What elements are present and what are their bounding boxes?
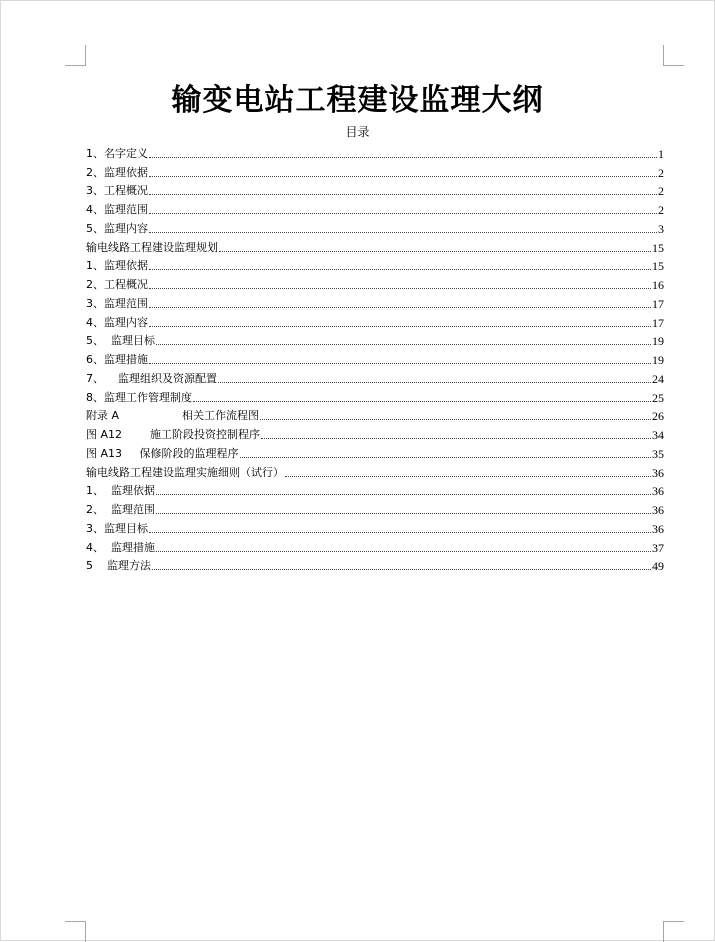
toc-entry-page-number: 34 <box>652 428 664 442</box>
toc-entry-page-number: 37 <box>652 540 664 555</box>
toc-entry-page-number: 35 <box>652 446 664 461</box>
crop-mark-bottom-left <box>65 921 86 942</box>
document-title: 输变电站工程建设监理大纲 <box>171 83 544 118</box>
dot-leader <box>149 157 657 158</box>
toc-entry-label: 3、工程概况 <box>86 184 148 198</box>
toc-entry[interactable] <box>86 498 664 517</box>
crop-mark-top-right <box>663 45 684 66</box>
dot-leader <box>156 344 651 345</box>
dot-leader <box>149 194 657 195</box>
toc-entry-page-number: 19 <box>652 334 664 349</box>
dot-leader <box>149 532 651 533</box>
toc-entry-label: 4、 监理措施 <box>86 540 155 554</box>
toc-entry[interactable] <box>86 367 664 386</box>
dot-leader <box>193 401 651 402</box>
toc-entry-page-number: 3 <box>658 221 664 236</box>
toc-entry-label: 3、监理目标 <box>86 521 148 535</box>
crop-mark-top-left <box>65 45 86 66</box>
toc-entry[interactable] <box>86 480 664 499</box>
dot-leader <box>261 438 651 439</box>
toc-entry-label: 输电线路工程建设监理规划 <box>86 240 218 254</box>
toc-entry-label: 5、监理内容 <box>86 221 148 235</box>
toc-entry-label: 3、监理范围 <box>86 296 148 310</box>
toc-entry-page-number: 36 <box>652 503 664 517</box>
dot-leader <box>149 307 651 308</box>
toc-entry[interactable] <box>86 555 664 574</box>
toc-entry[interactable] <box>86 348 664 367</box>
toc-entry-label: 1、 监理依据 <box>86 484 155 498</box>
toc-entry-page-number: 36 <box>652 484 664 499</box>
toc-entry-page-number: 2 <box>658 165 664 180</box>
toc-entry-label: 附录 A 相关工作流程图 <box>86 409 259 423</box>
toc-entry[interactable] <box>86 386 664 405</box>
dot-leader <box>219 251 651 252</box>
toc-entry-page-number: 16 <box>652 278 664 292</box>
toc-entry-label: 7、 监理组织及资源配置 <box>86 371 217 385</box>
toc-entry[interactable] <box>86 442 664 461</box>
toc-entry-page-number: 25 <box>652 390 664 405</box>
toc-entry[interactable] <box>86 461 664 480</box>
toc-entry[interactable] <box>86 517 664 536</box>
toc-entry-page-number: 15 <box>652 259 664 274</box>
table-of-contents <box>86 142 664 573</box>
toc-entry-page-number: 24 <box>652 371 664 386</box>
toc-entry-label: 2、工程概况 <box>86 278 148 291</box>
dot-leader <box>149 288 651 289</box>
toc-entry-page-number: 1 <box>658 146 664 161</box>
toc-entry-label: 5 监理方法 <box>86 559 151 573</box>
toc-entry-label: 5、 监理目标 <box>86 334 155 348</box>
toc-entry-page-number: 49 <box>652 559 664 574</box>
toc-entry-label: 2、监理依据 <box>86 165 148 179</box>
toc-entry[interactable] <box>86 330 664 349</box>
crop-mark-bottom-right <box>663 921 684 942</box>
dot-leader <box>149 232 657 233</box>
toc-entry-label: 1、监理依据 <box>86 259 148 273</box>
toc-entry-page-number: 19 <box>652 353 664 367</box>
toc-entry-label: 8、监理工作管理制度 <box>86 390 192 404</box>
toc-entry[interactable] <box>86 198 664 217</box>
toc-entry-label: 图 A13 保修阶段的监理程序 <box>86 446 239 460</box>
toc-entry[interactable] <box>86 536 664 555</box>
toc-entry[interactable] <box>86 423 664 442</box>
dot-leader <box>156 513 651 514</box>
dot-leader <box>149 176 657 177</box>
toc-entry-label: 4、监理范围 <box>86 203 148 216</box>
toc-entry-label: 1、名字定义 <box>86 146 148 160</box>
dot-leader <box>152 569 651 570</box>
dot-leader <box>240 457 651 458</box>
toc-entry-page-number: 2 <box>658 184 664 199</box>
toc-entry-page-number: 36 <box>652 465 664 480</box>
toc-entry-page-number: 17 <box>652 296 664 311</box>
dot-leader <box>149 363 651 364</box>
dot-leader <box>156 551 651 552</box>
dot-leader <box>149 269 651 270</box>
toc-entry[interactable] <box>86 236 664 255</box>
toc-entry-page-number: 26 <box>652 409 664 424</box>
dot-leader <box>149 213 657 214</box>
dot-leader <box>285 476 651 477</box>
dot-leader <box>260 419 651 420</box>
toc-entry[interactable] <box>86 255 664 274</box>
toc-entry-label: 2、 监理范围 <box>86 503 155 516</box>
toc-entry[interactable] <box>86 180 664 199</box>
toc-entry[interactable] <box>86 273 664 292</box>
dot-leader <box>156 494 651 495</box>
toc-entry-label: 6、监理措施 <box>86 353 148 366</box>
toc-entry-page-number: 15 <box>652 240 664 255</box>
toc-heading: 目录 <box>345 125 370 139</box>
dot-leader <box>149 326 651 327</box>
toc-entry[interactable] <box>86 161 664 180</box>
toc-entry-page-number: 2 <box>658 203 664 217</box>
dot-leader <box>218 382 651 383</box>
toc-entry-label: 图 A12 施工阶段投资控制程序 <box>86 428 260 441</box>
toc-entry-page-number: 36 <box>652 521 664 536</box>
toc-entry-label: 输电线路工程建设监理实施细则（试行） <box>86 465 284 479</box>
toc-entry-label: 4、监理内容 <box>86 315 148 329</box>
toc-entry[interactable] <box>86 142 664 161</box>
toc-entry[interactable] <box>86 217 664 236</box>
toc-entry-page-number: 17 <box>652 315 664 330</box>
toc-entry[interactable] <box>86 311 664 330</box>
toc-entry[interactable] <box>86 405 664 424</box>
toc-entry[interactable] <box>86 292 664 311</box>
